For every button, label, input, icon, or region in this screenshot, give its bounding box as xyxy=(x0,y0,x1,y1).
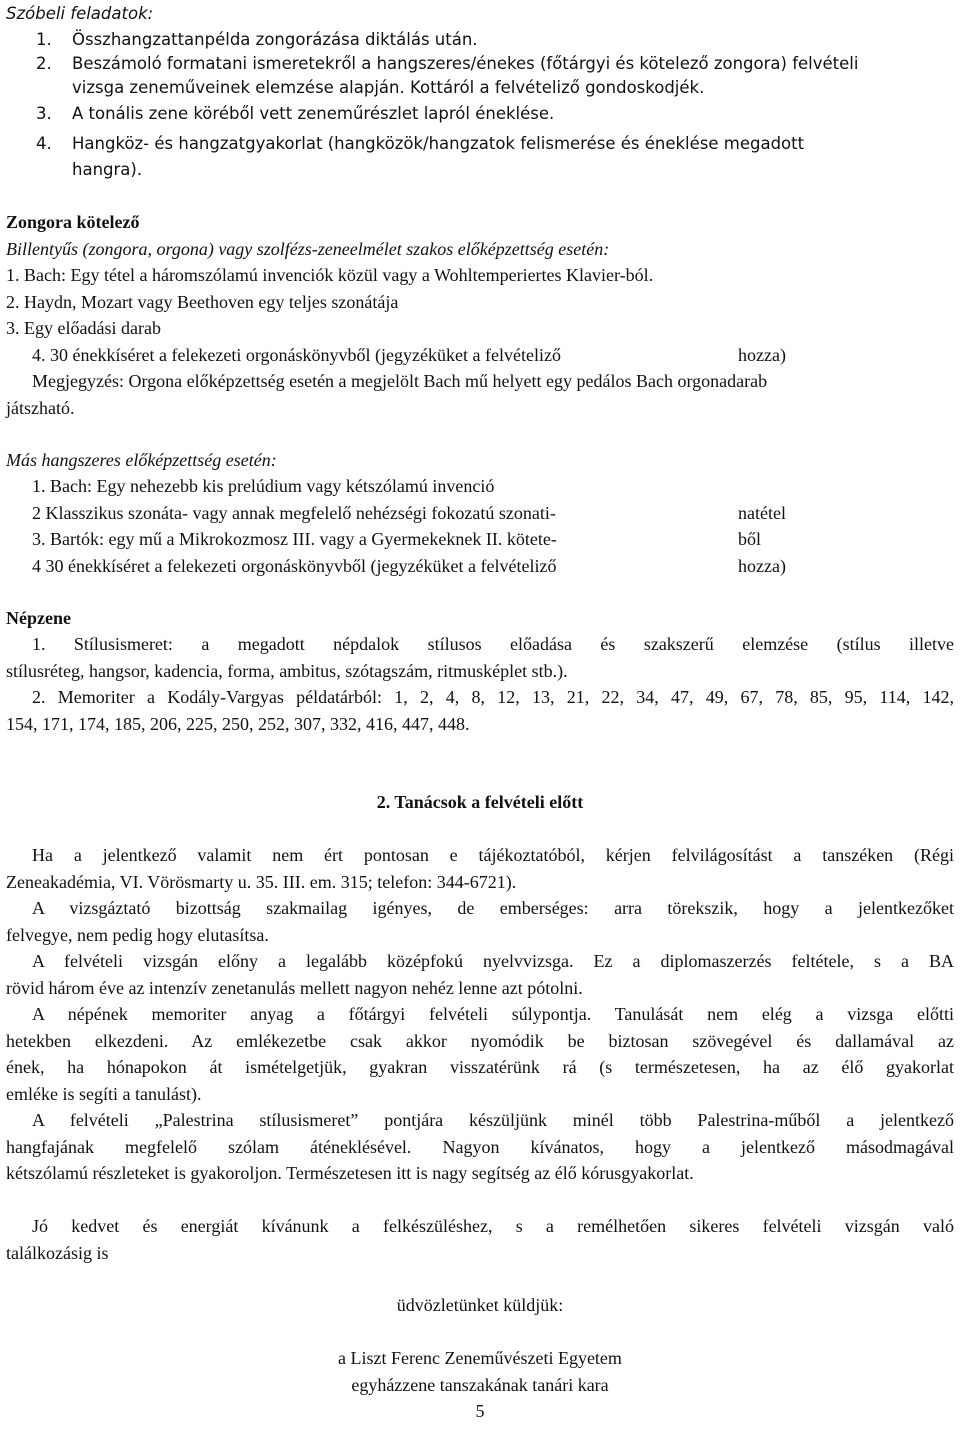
piano-note-line-1: Megjegyzés: Orgona előképzettség esetén a megjelölt Bach mű helyett egy pedálos Bach orgonadarab xyxy=(32,371,768,391)
advice-p3-line-1: A felvételi vizsgán előny a legalább középfokú nyelvvizsga. Ez a diplomaszerzés feltétele, s a BA xyxy=(32,951,954,971)
closing-line-2: találkozásig is xyxy=(6,1243,109,1263)
advice-p4-line-3: ének, ha hónapokon át ismételgetjük, gyakran visszatérünk rá (s természetesen, ha az élő gyakorlat xyxy=(6,1057,954,1077)
other-item-4-left: 4 30 énekkíséret a felekezeti orgonáskönyvből (jegyzéküket a felvételiző xyxy=(32,556,557,576)
oral-item-3-text: A tonális zene köréből vett zeneműrészlet lapról éneklése. xyxy=(72,104,555,123)
advice-p1-line-1: Ha a jelentkező valamit nem ért pontosan e tájékoztatóból, kérjen felvilágosítást a tanszéken (Régi xyxy=(32,845,954,865)
other-item-3-left: 3. Bartók: egy mű a Mikrokozmosz III. vagy a Gyermekeknek II. kötete- xyxy=(32,529,557,549)
oral-item-2-text-1: Beszámoló formatani ismeretekről a hangszeres/énekes (főtárgyi és kötelező zongora) felvételi xyxy=(72,54,859,73)
advice-p5-line-2: hangfajának megfelelő szólam áténeklésével. Nagyon kívánatos, hogy a jelentkező másodmagával xyxy=(6,1137,954,1157)
oral-item-4-text-1: Hangköz- és hangzatgyakorlat (hangközök/hangzatok felismerése és éneklése megadott xyxy=(72,134,805,153)
advice-heading: 2. Tanácsok a felvételi előtt xyxy=(376,792,584,812)
oral-item-4-text-2: hangra). xyxy=(72,160,143,179)
signature-line-2: egyházzene tanszakának tanári kara xyxy=(351,1375,609,1395)
advice-p4-line-4: emléke is segíti a tanulást). xyxy=(6,1084,202,1104)
oral-item-1-text: Összhangzattanpélda zongorázása diktálás után. xyxy=(72,30,478,49)
advice-p4-line-1: A népének memoriter anyag a főtárgyi felvételi súlypontja. Tanulását nem elég a vizsga előtti xyxy=(32,1004,954,1024)
oral-item-4 xyxy=(36,130,954,158)
piano-item-4-right: hozza) xyxy=(738,345,786,365)
piano-item-4-left: 4. 30 énekkíséret a felekezeti orgonáskönyvből (jegyzéküket a felvételiző xyxy=(32,345,561,365)
advice-p3-line-2: rövid három éve az intenzív zenetanulás mellett nagyon nehéz lenne azt pótolni. xyxy=(6,978,583,998)
other-subheading: Más hangszeres előképzettség esetén: xyxy=(6,450,277,470)
page-number: 5 xyxy=(475,1401,485,1421)
folk-item-1-line-2: stílusréteg, hangsor, kadencia, forma, ambitus, szótagszám, ritmusképlet stb.). xyxy=(6,661,568,681)
other-item-2-left: 2 Klasszikus szonáta- vagy annak megfelelő nehézségi fokozatú szonati- xyxy=(32,503,556,523)
closing-line-1: Jó kedvet és energiát kívánunk a felkészüléshez, s a remélhetően sikeres felvételi vizsgán való xyxy=(32,1216,954,1236)
other-item-1: 1. Bach: Egy nehezebb kis prelúdium vagy kétszólamú invenció xyxy=(32,476,495,496)
oral-heading: Szóbeli feladatok: xyxy=(6,4,154,23)
folk-item-2-line-2: 154, 171, 174, 185, 206, 225, 250, 252, 307, 332, 416, 447, 448. xyxy=(6,714,470,734)
piano-item-3: 3. Egy előadási darab xyxy=(6,318,161,338)
oral-item-1-num: 1. xyxy=(36,30,52,49)
advice-p5-line-3: kétszólamú részleteket is gyakoroljon. Természetesen itt is nagy segítség az élő kórusgyakorlat. xyxy=(6,1163,694,1183)
folk-item-2-line-1: 2. Memoriter a Kodály-Vargyas példatárból: 1, 2, 4, 8, 12, 13, 21, 22, 34, 47, 49, 67, 78, 85, 95, 114, 142, xyxy=(32,687,954,707)
oral-item-2-num: 2. xyxy=(36,54,52,73)
oral-item-3-num: 3. xyxy=(36,104,52,123)
advice-p4-line-2: hetekben elkezdeni. Az emlékezetbe csak akkor nyomódik be biztosan szövegével és dallamával az xyxy=(6,1031,954,1051)
folk-item-1-line-1: 1. Stílusismeret: a megadott népdalok stílusos előadása és szakszerű elemzése (stílus illetve xyxy=(32,634,954,654)
signature-line-1: a Liszt Ferenc Zeneművészeti Egyetem xyxy=(338,1348,622,1368)
advice-p5-line-1: A felvételi „Palestrina stílusismeret” pontjára készüljünk minél több Palestrina-műből a jelentkező xyxy=(32,1110,954,1130)
piano-item-2: 2. Haydn, Mozart vagy Beethoven egy teljes szonátája xyxy=(6,292,399,312)
oral-item-4-num: 4. xyxy=(36,134,52,153)
greeting: üdvözletünket küldjük: xyxy=(396,1295,564,1315)
advice-p1-line-2: Zeneakadémia, VI. Vörösmarty u. 35. III. em. 315; telefon: 344-6721). xyxy=(6,872,517,892)
other-item-3-right: ből xyxy=(738,529,762,549)
other-item-2-right: natétel xyxy=(738,503,786,523)
piano-item-1: 1. Bach: Egy tétel a háromszólamú invenciók közül vagy a Wohltemperiertes Klavier-ból. xyxy=(6,265,654,285)
piano-subheading: Billentyűs (zongora, orgona) vagy szolfézs-zeneelmélet szakos előképzettség esetén: xyxy=(6,239,610,259)
oral-item-2-text-2: vizsga zeneműveinek elemzése alapján. Kottáról a felvételiző gondoskodjék. xyxy=(72,78,705,97)
advice-p2-line-1: A vizsgáztató bizottság szakmailag igényes, de emberséges: arra törekszik, hogy a jelentkezőket xyxy=(32,898,954,918)
folk-heading: Népzene xyxy=(6,608,71,628)
advice-p2-line-2: felvegye, nem pedig hogy elutasítsa. xyxy=(6,925,269,945)
piano-heading: Zongora kötelező xyxy=(6,212,140,232)
oral-item-3 xyxy=(36,100,554,128)
piano-note-line-2: játszható. xyxy=(6,398,75,418)
other-item-4-right: hozza) xyxy=(738,556,786,576)
